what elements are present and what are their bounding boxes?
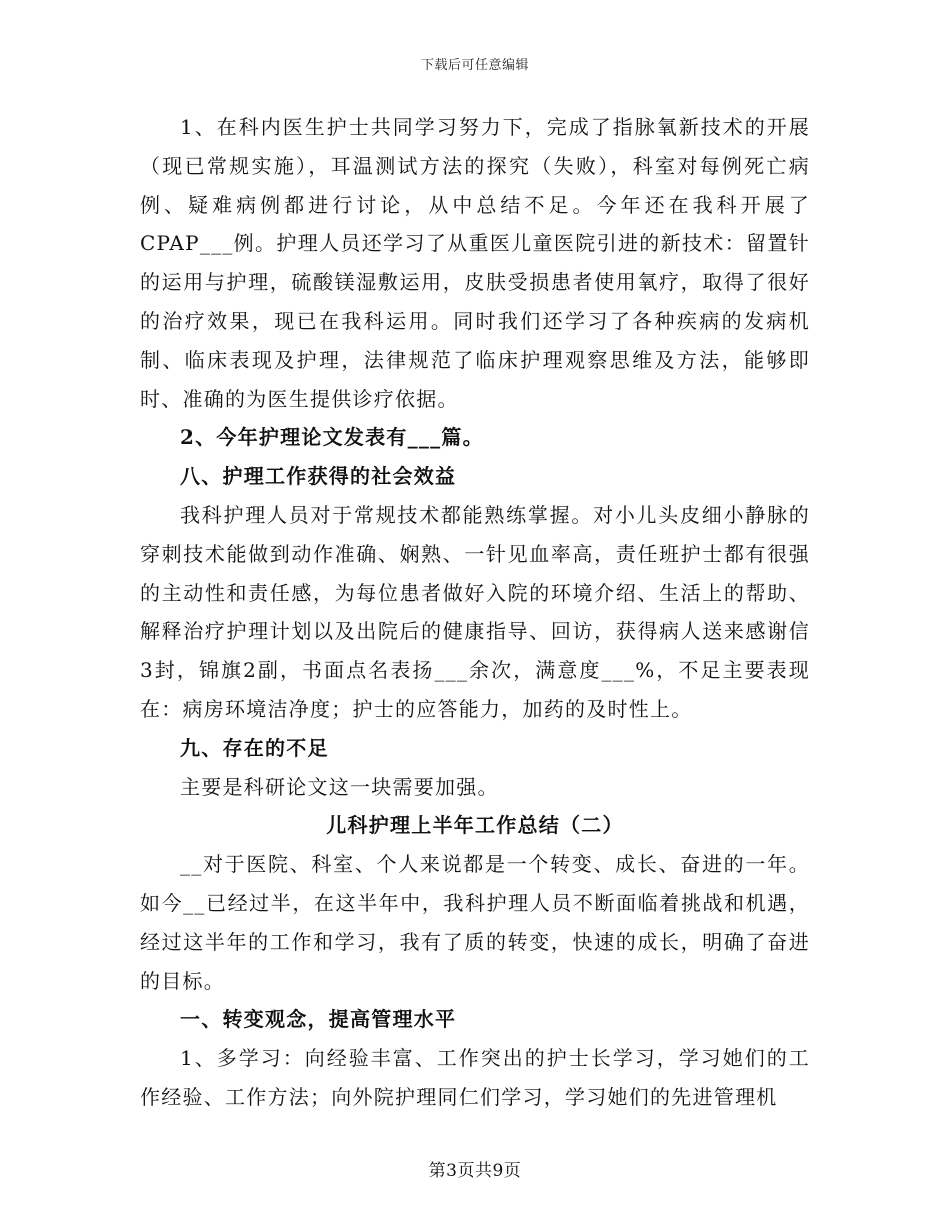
document-content [140,108,810,1117]
paragraph-technology: 1、在科内医生护士共同学习努力下，完成了指脉氧新技术的开展（现已常规实施），耳温测试方法的探究（失败），科室对每例死亡病例、疑难病例都进行讨论，从中总结不足。今年还在我科开展了CPAP___例。护理人员还学习了从重医儿童医院引进的新技术：留置针的运用与护理，硫酸镁湿敷运用，皮肤受损患者使用氧疗，取得了很好的治疗效果，现已在我科运用。同时我们还学习了各种疾病的发病机制、临床表现及护理，法律规范了临床护理观察思维及方法，能够即时、准确的为医生提供诊疗依据。 [140,115,810,411]
paragraph-social-benefit: 我科护理人员对于常规技术都能熟练掌握。对小儿头皮细小静脉的穿刺技术能做到动作准确、娴熟、一针见血率高，责任班护士都有很强的主动性和责任感，为每位患者做好入院的环境介绍、生活上的帮助、解释治疗护理计划以及出院后的健康指导、回访，获得病人送来感谢信3封，锦旗2副，书面点名表扬___余次，满意度___%，不足主要表现在：病房环境洁净度；护士的应答能力，加药的及时性上。 [140,502,810,721]
paragraph-shortcomings: 主要是科研论文这一块需要加强。 [180,774,499,799]
paragraph-intro-summary-two: __对于医院、科室、个人来说都是一个转变、成长、奋进的一年。如今__已经过半，在这半年中，我科护理人员不断面临着挑战和机遇，经过这半年的工作和学习，我有了质的转变，快速的成长，明确了奋进的目标。 [140,852,810,993]
paragraph-learning: 1、多学习：向经验丰富、工作突出的护士长学习，学习她们的工作经验、工作方法；向外院护理同仁们学习，学习她们的先进管理机 [140,1046,810,1109]
header-note: 下载后可任意编辑 [420,58,529,73]
page-number: 第3页共9页 [428,1161,522,1181]
heading-papers: 2、今年护理论文发表有___篇。 [180,425,484,450]
heading-social-benefit: 八、护理工作获得的社会效益 [180,464,457,489]
heading-change-concept: 一、转变观念，提高管理水平 [180,1007,457,1032]
section-title-summary-two: 儿科护理上半年工作总结（二） [326,813,624,838]
heading-shortcomings: 九、存在的不足 [180,735,329,760]
